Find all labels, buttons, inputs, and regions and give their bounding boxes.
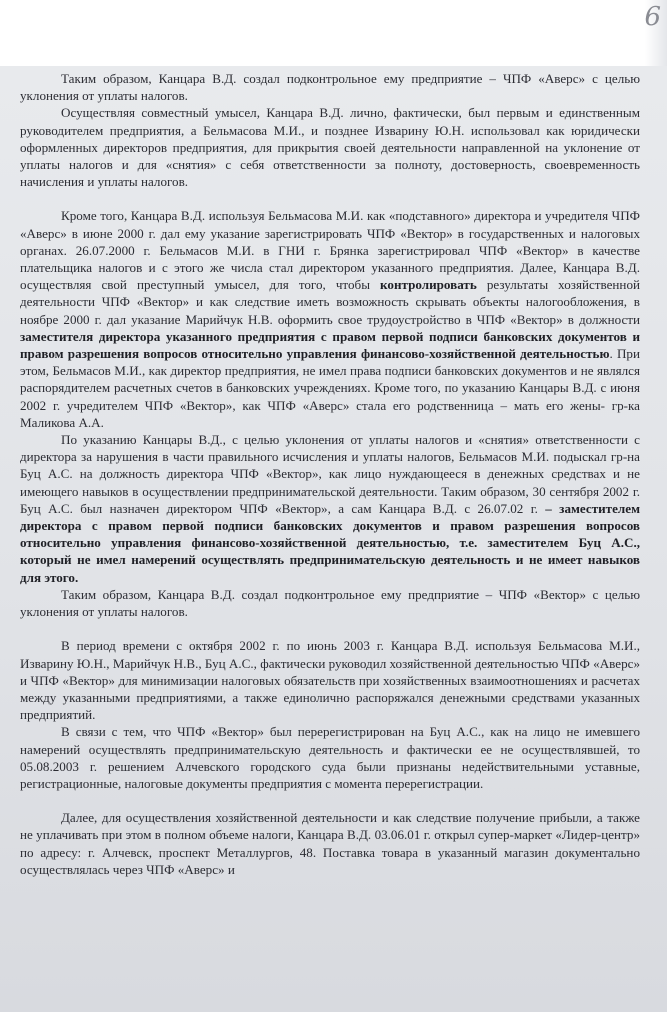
document-body xyxy=(20,70,640,878)
paragraph xyxy=(20,431,640,586)
paragraph: Осуществляя совместный умысел, Канцара В.Д. лично, фактически, был первым и единственным руководителем предприятия, а Бельмасова М.И., и позднее Изварину Ю.Н. использовал как юридически оформленных директоров предприятия, для прикрытия своей деятельности направленной на уклонение от уплаты налогов и для «снятия» с себя ответственности за полноту, достоверность, своевременность начисления и уплаты налогов. xyxy=(20,105,640,190)
paragraph xyxy=(20,207,640,431)
paragraph: В период времени с октября 2002 г. по июнь 2003 г. Канцара В.Д. используя Бельмасова М.И., Изварину Ю.Н., Марийчук Н.В., Буц А.С., фактически руководил хозяйственной деятельностью ЧПФ «Аверс» и ЧПФ «Вектор» для минимизации налоговых обязательств при хозяйственных взаимоотношениях и расчетах между указанными предприятиями, а также единолично распоряжался денежными средствами указанных предприятий. xyxy=(20,638,640,723)
paragraph: Таким образом, Канцара В.Д. создал подконтрольное ему предприятие – ЧПФ «Аверс» с целью уклонения от уплаты налогов. xyxy=(20,71,640,104)
paragraph-text: . При этом, Бельмасов М.И., как директор предприятия, не имел права подписи банковских документов и не являлся распорядителем расчетных счетов в банковских учреждениях. Кроме того, по указанию Канцары В.Д. с июня 2002 г. учредителем ЧПФ «Вектор», как ЧПФ «Аверс» стала его родственница – мать его жены- гр-ка Маликова А.А. xyxy=(20,346,640,430)
paragraph: Далее, для осуществления хозяйственной деятельности и как следствие получение прибыли, а также не уплачивать при этом в полном объеме налоги, Канцара В.Д. 03.06.01 г. открыл супер-маркет «Лидер-центр» по адресу: г. Алчевск, проспект Металлургов, 48. Поставка товара в указанный магазин документально осуществлялась через ЧПФ «Аверс» и xyxy=(20,810,640,877)
page-number: 6 xyxy=(644,2,661,32)
blank-top-margin xyxy=(0,0,667,66)
bold-emphasis: заместителя директора указанного предприятия с правом первой подписи банковских документов и правом разрешения вопросов относительно управления финансово-хозяйственной деятельностью xyxy=(20,328,640,362)
paragraph-text: Кроме того, Канцара В.Д. используя Бельмасова М.И. как «подставного» директора и учредителя ЧПФ «Аверс» в июне 2000 г. дал ему указание зарегистрировать ЧПФ «Вектор» в государственных и налоговых органах. 26.07.2000 г. Бельмасов М.И. в ГНИ г. Брянка зарегистрировал ЧПФ «Вектор» в качестве плательщика налогов и с этого же числа стал директором указанного предприятия. Далее, Канцара В.Д. осуществляя свой преступный умысел, для того, чтобы xyxy=(20,208,640,293)
paragraph: Таким образом, Канцара В.Д. создал подконтрольное ему предприятие – ЧПФ «Вектор» с целью уклонения от уплаты налогов. xyxy=(20,586,640,620)
paragraph-gap xyxy=(20,792,640,809)
bold-emphasis: – заместителем директора с правом первой подписи банковских документов и правом разрешения вопросов относительно управления финансово-хозяйственной деятельностью, т.е. заместителем Буц А.С., который не имел намерений осуществлять предпринимательскую деятельность и не имеет навыков для этого. xyxy=(20,500,640,585)
paragraph-gap xyxy=(20,620,640,637)
paragraph-text: По указанию Канцары В.Д., с целью уклонения от уплаты налогов и «снятия» ответственности с директора за нарушения в части правильного исчисления и уплаты налогов, Бельмасов М.И. подыскал гр-на Буц А.С. на должность директора ЧПФ «Вектор», как лицо нуждающееся в денежных средствах и не имеющего навыков в осуществлении предпринимательской деятельности. Таким образом, 30 сентября 2002 г. Буц А.С. был назначен директором ЧПФ «Вектор», а сам Канцара В.Д. с 26.07.02 г. xyxy=(20,432,640,516)
paragraph-text: результаты хозяйственной деятельности ЧПФ «Вектор» и как следствие иметь возможность скрывать объекты налогообложения, в ноябре 2000 г. дал указание Марийчук Н.В. оформить свое трудоустройство в ЧПФ «Вектор» в должности xyxy=(20,277,640,327)
paragraph: В связи с тем, что ЧПФ «Вектор» был перерегистрирован на Буц А.С., как на лицо не имевшего намерений осуществлять предпринимательскую деятельность и фактически ее не осуществлявшей, то 05.08.2003 г. решением Алчевского городского суда были признаны недействительными уставные, регистрационные, налоговые документы предприятия с момента перерегистрации. xyxy=(20,724,640,791)
bold-emphasis: контролировать xyxy=(380,277,477,293)
document-page xyxy=(0,66,667,1012)
paragraph-gap xyxy=(20,190,640,207)
